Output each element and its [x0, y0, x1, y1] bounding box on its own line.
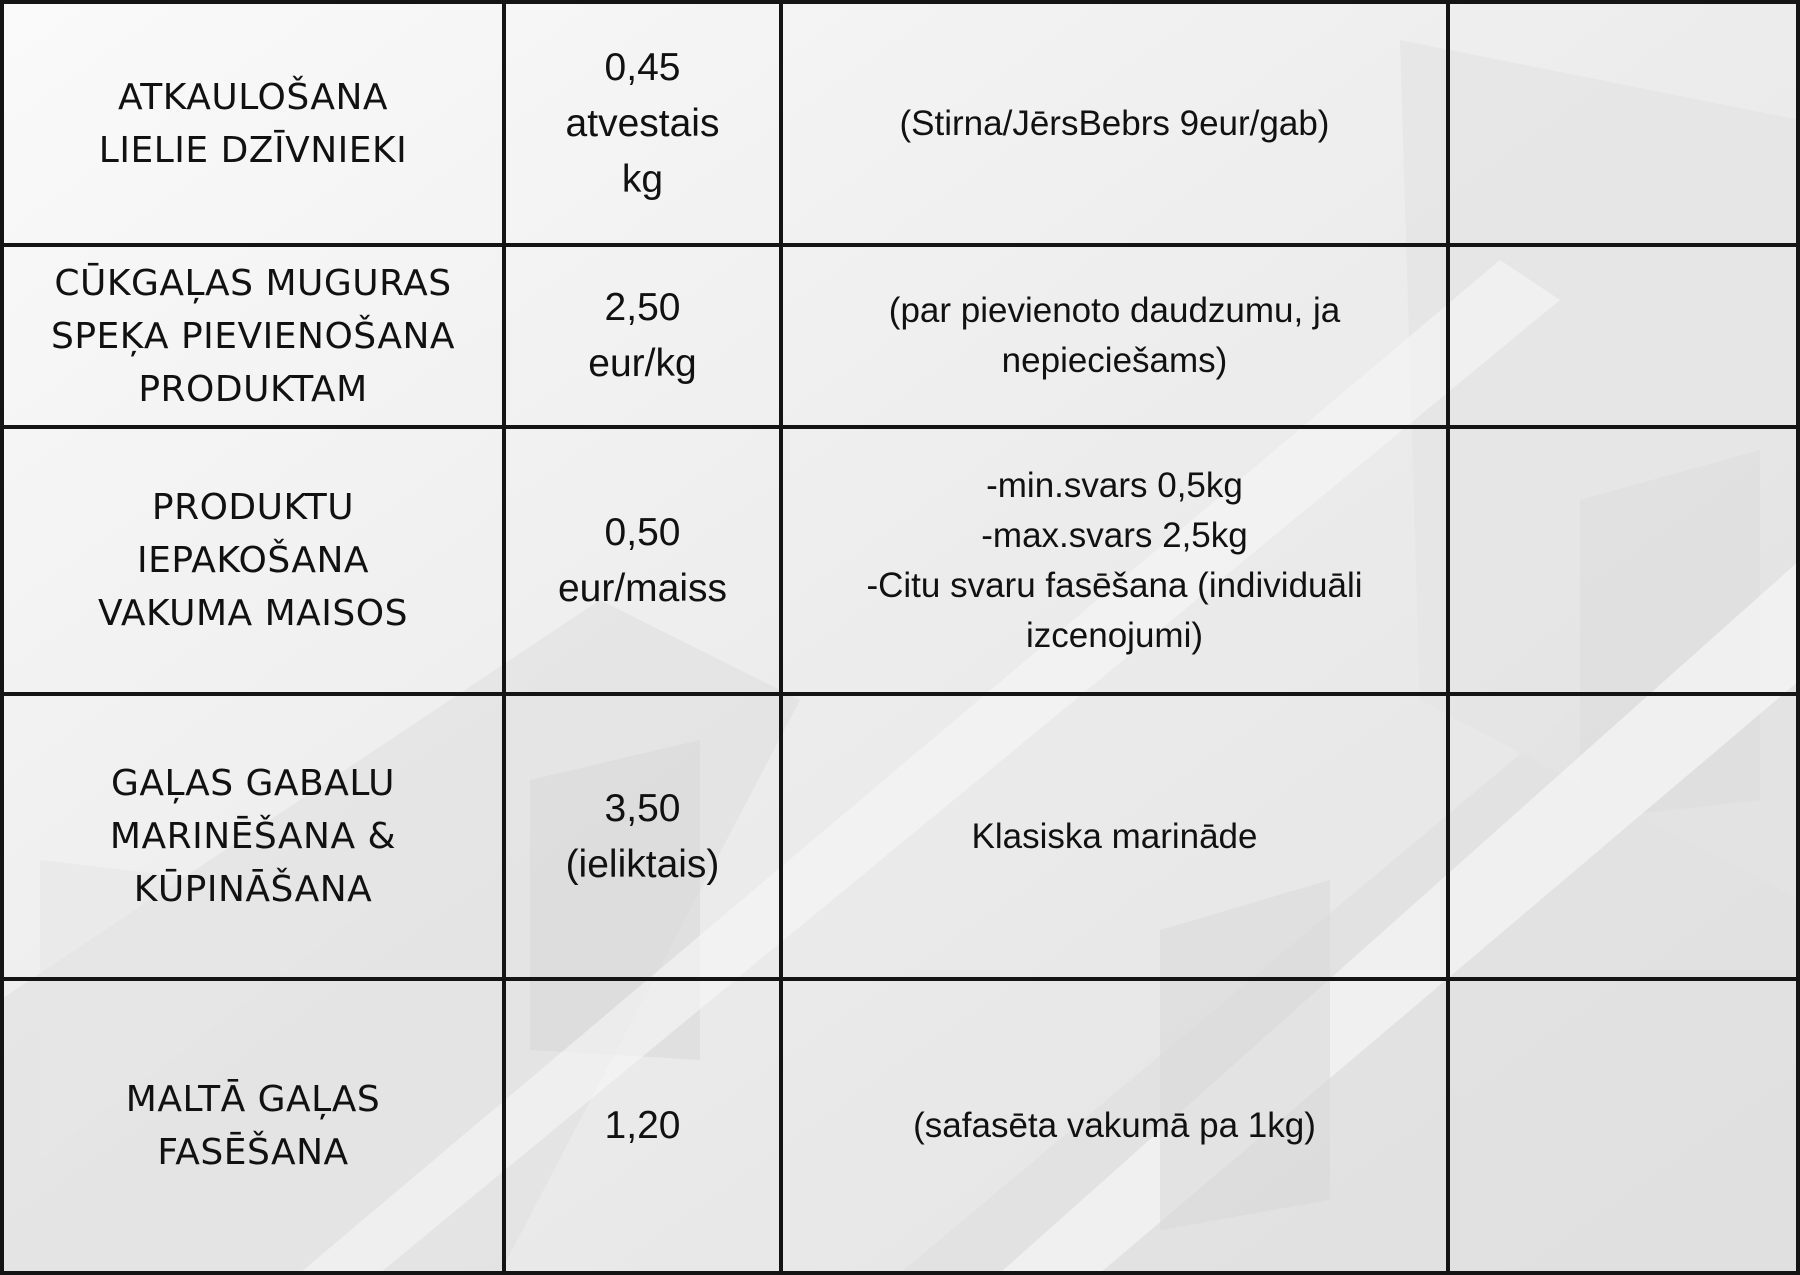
service-text: GAĻAS GABALU — [111, 763, 395, 804]
note-cell — [781, 245, 1448, 427]
note-text: -min.svars 0,5kg — [986, 465, 1243, 505]
table-row — [2, 427, 1798, 694]
table-row — [2, 245, 1798, 427]
service-cell — [2, 427, 504, 694]
service-text: IEPAKOŠANA — [136, 540, 370, 581]
empty-cell — [1448, 694, 1798, 979]
price-cell — [504, 979, 781, 1273]
table-row — [2, 979, 1798, 1273]
note-text: izcenojumi) — [1026, 615, 1203, 655]
price-cell — [504, 694, 781, 979]
price-cell — [504, 427, 781, 694]
price-cell — [504, 245, 781, 427]
service-cell — [2, 245, 504, 427]
service-text: MALTĀ GAĻAS — [125, 1079, 381, 1120]
note-text: -Citu svaru fasēšana (individuāli — [866, 565, 1363, 605]
service-text: SPEĶA PIEVIENOŠANA — [50, 315, 455, 357]
price-text: 3,50 — [604, 786, 681, 830]
service-text: FASĒŠANA — [157, 1132, 349, 1173]
price-text: eur/kg — [588, 342, 697, 385]
note-text: (safasēta vakumā pa 1kg) — [913, 1106, 1316, 1145]
table-row — [2, 2, 1798, 245]
service-cell — [2, 2, 504, 245]
note-text: (Stirna/JērsBebrs 9eur/gab) — [899, 103, 1330, 143]
service-text: MARINĒŠANA & — [109, 816, 397, 857]
table-row — [2, 694, 1798, 979]
service-text: LIELIE DZĪVNIEKI — [98, 129, 408, 171]
service-text: PRODUKTAM — [138, 368, 368, 410]
service-cell — [2, 979, 504, 1273]
price-text: atvestais — [565, 101, 720, 145]
service-cell — [2, 694, 504, 979]
price-text: 1,20 — [604, 1104, 681, 1147]
price-text: eur/maiss — [557, 566, 728, 610]
service-text: VAKUMA MAISOS — [98, 593, 408, 634]
note-text: Klasiska marināde — [971, 816, 1258, 856]
price-text: (ieliktais) — [565, 842, 720, 886]
note-cell — [781, 2, 1448, 245]
empty-cell — [1448, 245, 1798, 427]
price-cell — [504, 2, 781, 245]
note-cell — [781, 427, 1448, 694]
service-text: PRODUKTU — [151, 487, 355, 528]
empty-cell — [1448, 427, 1798, 694]
note-cell — [781, 694, 1448, 979]
note-text: -max.svars 2,5kg — [981, 515, 1248, 555]
note-text: (par pievienoto daudzumu, ja — [888, 291, 1341, 330]
price-text: 0,45 — [604, 45, 681, 89]
price-text: kg — [621, 157, 664, 201]
note-cell — [781, 979, 1448, 1273]
empty-cell — [1448, 2, 1798, 245]
service-text: CŪKGAĻAS MUGURAS — [54, 262, 452, 304]
price-text: 0,50 — [604, 510, 681, 554]
price-text: 2,50 — [604, 286, 681, 329]
empty-cell — [1448, 979, 1798, 1273]
service-text: ATKAULOŠANA — [117, 76, 389, 118]
service-text: KŪPINĀŠANA — [133, 869, 373, 910]
note-text: nepieciešams) — [1001, 341, 1228, 380]
